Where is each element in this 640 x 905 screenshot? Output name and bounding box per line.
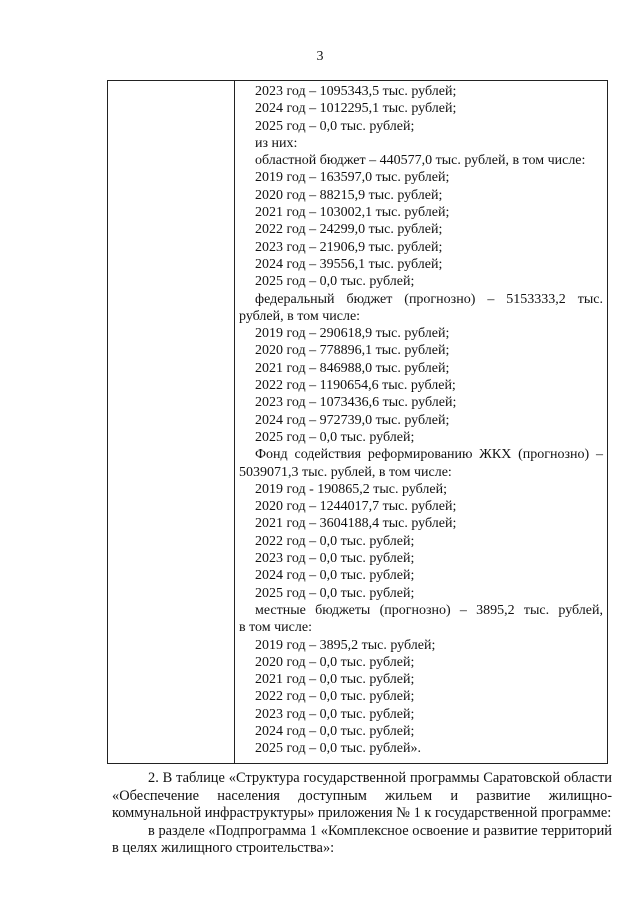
table-line: 2020 год – 0,0 тыс. рублей; xyxy=(255,654,415,670)
table-line: из них: xyxy=(255,135,298,151)
table-line: 2019 год – 163597,0 тыс. рублей; xyxy=(255,170,450,186)
table-line: 2019 год – 3895,2 тыс. рублей; xyxy=(255,637,436,653)
table-line: 2021 год – 0,0 тыс. рублей; xyxy=(255,672,415,688)
table-line: 2024 год – 39556,1 тыс. рублей; xyxy=(255,256,443,272)
table-line: 2021 год – 103002,1 тыс. рублей; xyxy=(255,205,450,221)
funding-table xyxy=(107,80,608,764)
table-line: 2021 год – 3604188,4 тыс. рублей; xyxy=(255,516,457,532)
table-line: 2023 год – 0,0 тыс. рублей; xyxy=(255,551,415,567)
table-line: 2022 год – 1190654,6 тыс. рублей; xyxy=(255,378,456,394)
table-line: 2023 год – 21906,9 тыс. рублей; xyxy=(255,239,443,255)
table-line: федеральный бюджет (прогнозно) – 5153333,2 тыс. xyxy=(255,291,603,307)
table-line: 2019 год – 290618,9 тыс. рублей; xyxy=(255,326,450,342)
paragraph-section: в разделе «Подпрограмма 1 «Комплексное освоение и развитие территорий в целях жилищного строительства»: xyxy=(112,822,612,856)
table-line: 2023 год – 0,0 тыс. рублей; xyxy=(255,706,415,722)
funding-table-cell xyxy=(239,83,603,758)
table-line: 2020 год – 88215,9 тыс. рублей; xyxy=(255,187,443,203)
table-line: 2025 год – 0,0 тыс. рублей; xyxy=(255,585,415,601)
paragraph-item-2: 2. В таблице «Структура государственной программы Саратовской области «Обеспечение населения доступным жильем и развитие жилищно-коммунальной инфраструктуры» приложения № 1 к государственной программе: xyxy=(112,770,612,821)
table-line: местные бюджеты (прогнозно) – 3895,2 тыс. рублей, xyxy=(255,602,603,618)
table-line: рублей, в том числе: xyxy=(239,308,361,324)
table-line: 2024 год – 0,0 тыс. рублей; xyxy=(255,568,415,584)
table-line: 2025 год – 0,0 тыс. рублей; xyxy=(255,118,415,134)
table-line: 2024 год – 972739,0 тыс. рублей; xyxy=(255,412,450,428)
table-line: 2024 год – 0,0 тыс. рублей; xyxy=(255,723,415,739)
table-line: 2025 год – 0,0 тыс. рублей; xyxy=(255,429,415,445)
table-line: областной бюджет – 440577,0 тыс. рублей, в том числе: xyxy=(255,153,586,169)
table-line: 5039071,3 тыс. рублей, в том числе: xyxy=(239,464,452,480)
table-line: 2022 год – 0,0 тыс. рублей; xyxy=(255,689,415,705)
table-line: 2020 год – 1244017,7 тыс. рублей; xyxy=(255,499,457,515)
table-line: 2020 год – 778896,1 тыс. рублей; xyxy=(255,343,450,359)
table-line: Фонд содействия реформированию ЖКХ (прогнозно) – xyxy=(255,447,603,463)
page-number: 3 xyxy=(316,49,324,64)
table-column-divider xyxy=(234,81,235,763)
table-line: 2024 год – 1012295,1 тыс. рублей; xyxy=(255,101,457,117)
table-line: 2023 год – 1073436,6 тыс. рублей; xyxy=(255,395,457,411)
table-line: в том числе: xyxy=(239,620,312,636)
table-line: 2019 год - 190865,2 тыс. рублей; xyxy=(255,481,448,497)
document-body xyxy=(112,770,612,858)
table-line: 2023 год – 1095343,5 тыс. рублей; xyxy=(255,84,457,99)
table-line: 2025 год – 0,0 тыс. рублей». xyxy=(255,741,421,757)
table-line: 2022 год – 0,0 тыс. рублей; xyxy=(255,533,415,549)
table-line: 2025 год – 0,0 тыс. рублей; xyxy=(255,274,415,290)
table-line: 2021 год – 846988,0 тыс. рублей; xyxy=(255,360,450,376)
table-line: 2022 год – 24299,0 тыс. рублей; xyxy=(255,222,443,238)
